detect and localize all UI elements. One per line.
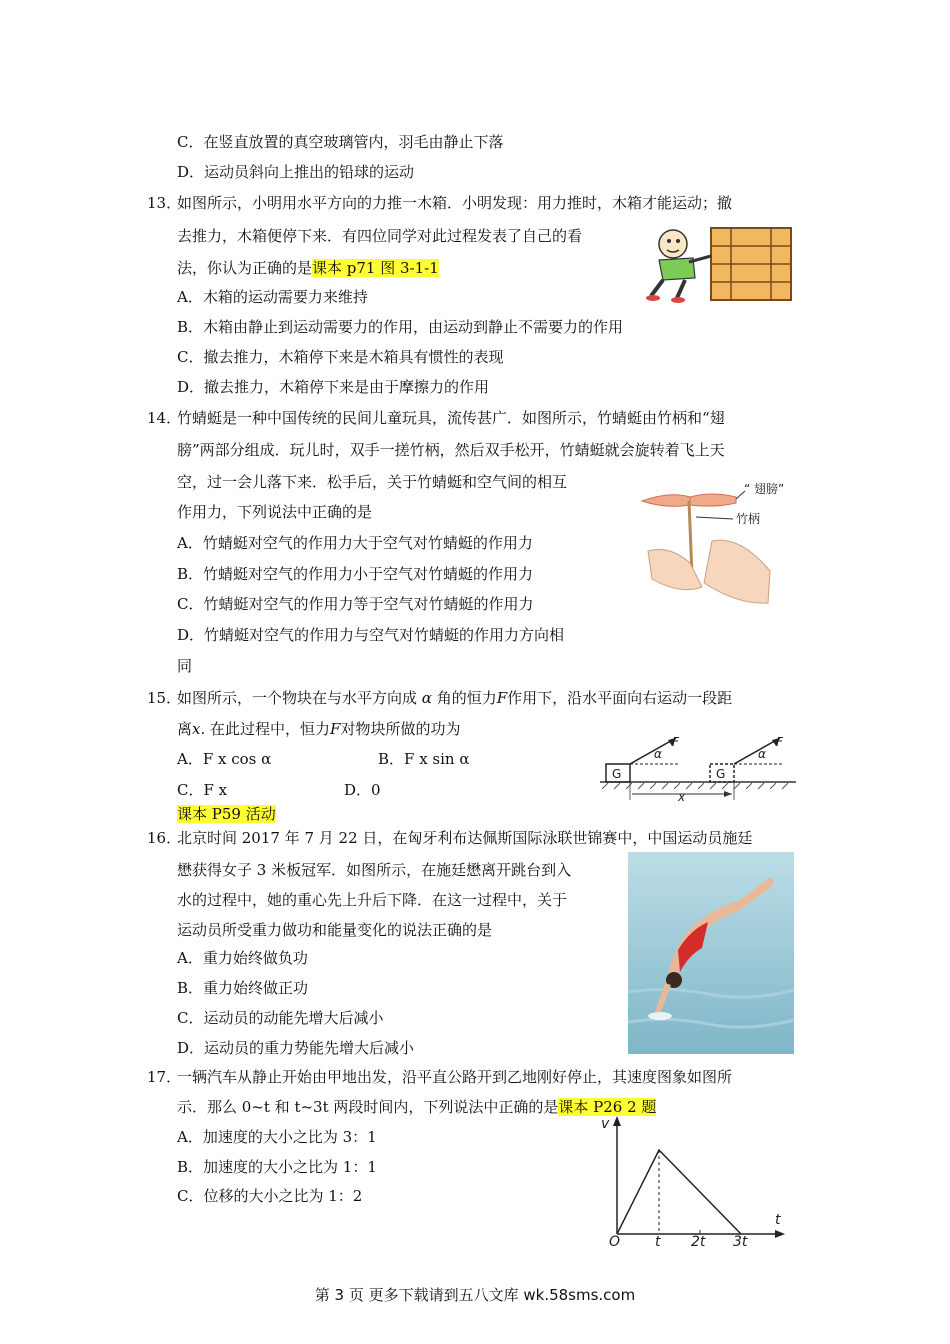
q15-label-block-2: G <box>716 767 726 781</box>
q13-stem-line2: 去推力，木箱便停下来．有四位同学对此过程发表了自己的看 <box>177 227 583 245</box>
q14-stem-line4: 作用力，下列说法中正确的是 <box>177 503 373 521</box>
q16-stem-line3: 水的过程中，她的重心先上升后下降．在这一过程中，关于 <box>177 891 568 909</box>
q13-stem-text: 法，你认为正确的是 <box>177 259 313 277</box>
q15-label-displacement: x <box>678 790 686 804</box>
q13-stem-line1: 如图所示，小明用水平方向的力推一木箱．小明发现：用力推时，木箱才能运动；撤 <box>177 194 733 212</box>
q17-stem-line2 <box>177 1097 656 1117</box>
q15-force-symbol: F <box>496 689 508 707</box>
q12-option-c: C．在竖直放置的真空玻璃管内，羽毛由静止下落 <box>177 133 504 151</box>
q16-option-c: C．运动员的动能先增大后减小 <box>177 1009 384 1027</box>
q15-ref-text: 课本 P59 活动 <box>177 805 276 823</box>
q14-stem-line1: 竹蜻蜓是一种中国传统的民间儿童玩具，流传甚广．如图所示，竹蜻蜓由竹柄和“翅 <box>177 409 725 427</box>
q17-textbook-ref: 课本 P26 2 题 <box>558 1098 657 1116</box>
q17-number: 17． <box>147 1068 182 1086</box>
q13-number: 13． <box>147 194 182 212</box>
q13-option-d: D．撤去推力，木箱停下来是由于摩擦力的作用 <box>177 378 490 396</box>
q16-figure-diver-photo <box>628 852 794 1054</box>
q13-textbook-ref: 课本 p71 图 3-1-1 <box>312 259 439 277</box>
q14-option-d-cont: 同 <box>177 657 193 675</box>
q15-line1-part-b: 角的恒力 <box>436 689 497 707</box>
q15-option-b: B．F x sin α <box>378 750 470 768</box>
q15-label-block: G <box>612 767 622 781</box>
q14-number: 14． <box>147 409 182 427</box>
page-footer: 第 3 页 更多下载请到五八文库 wk.58sms.com <box>314 1286 636 1304</box>
q15-force-symbol-2: F <box>330 720 341 738</box>
q17-label-t-axis: t <box>775 1212 781 1228</box>
q15-stem-line1 <box>177 688 732 708</box>
q17-option-b: B．加速度的大小之比为 1：1 <box>177 1158 377 1176</box>
q17-label-t3: 3t <box>733 1234 748 1250</box>
q15-figure-block-force <box>598 732 798 802</box>
q17-line2-text: 示．那么 0~t 和 t~3t 两段时间内，下列说法中正确的是 <box>177 1098 559 1116</box>
q15-label-angle-2: α <box>758 747 766 761</box>
q16-stem-line1: 北京时间 2017 年 7 月 22 日，在匈牙利布达佩斯国际泳联世锦赛中，中国运动员施廷 <box>177 829 753 847</box>
q16-option-d: D．运动员的重力势能先增大后减小 <box>177 1039 415 1057</box>
q15-textbook-ref <box>177 804 276 824</box>
q14-option-b: B．竹蜻蜓对空气的作用力小于空气对竹蜻蜓的作用力 <box>177 565 534 583</box>
q13-stem-line3 <box>177 258 439 278</box>
q17-label-origin: O <box>609 1234 621 1250</box>
q12-option-d: D．运动员斜向上推出的铅球的运动 <box>177 163 415 181</box>
q17-option-c: C．位移的大小之比为 1：2 <box>177 1187 363 1205</box>
q16-stem-line4: 运动员所受重力做功和能量变化的说法正确的是 <box>177 921 493 939</box>
q14-stem-line3: 空，过一会儿落下来．松手后，关于竹蜻蜓和空气间的相互 <box>177 473 568 491</box>
q16-number: 16． <box>147 829 182 847</box>
q15-line2-part-b: 在此过程中，恒力 <box>210 720 331 738</box>
q16-option-a: A．重力始终做负功 <box>177 949 308 967</box>
q15-alpha: α <box>421 689 432 707</box>
q15-line2-part-a: 离 <box>177 720 193 738</box>
q15-line1-part-c: 作用下，沿水平面向右运动一段距 <box>507 689 733 707</box>
q17-label-t2: 2t <box>691 1234 706 1250</box>
q14-figure-bamboo-dragonfly <box>640 475 785 610</box>
q14-label-wing: “ 翅膀” <box>744 482 785 496</box>
q13-option-c: C．撤去推力，木箱停下来是木箱具有惯性的表现 <box>177 348 504 366</box>
q14-option-d: D．竹蜻蜓对空气的作用力与空气对竹蜻蜓的作用力方向相 <box>177 626 565 644</box>
q15-line2-part-c: 对物块所做的功为 <box>340 720 461 738</box>
q13-option-b: B．木箱由静止到运动需要力的作用，由运动到静止不需要力的作用 <box>177 318 624 336</box>
q17-figure-velocity-graph <box>595 1112 795 1250</box>
q17-label-v: v <box>601 1116 610 1132</box>
q17-stem-line1: 一辆汽车从静止开始由甲地出发，沿平直公路开到乙地刚好停止，其速度图象如图所 <box>177 1068 733 1086</box>
q15-line1-part-a: 如图所示，一个物块在与水平方向成 <box>177 689 418 707</box>
q14-label-handle: 竹柄 <box>736 512 761 526</box>
q13-figure-push-box <box>645 222 795 304</box>
q16-stem-line2: 懋获得女子 3 米板冠军．如图所示，在施廷懋离开跳台到入 <box>177 861 572 879</box>
q15-label-force: F <box>672 735 679 749</box>
q14-option-c: C．竹蜻蜓对空气的作用力等于空气对竹蜻蜓的作用力 <box>177 595 534 613</box>
q15-stem-line2 <box>177 719 460 739</box>
q17-option-a: A．加速度的大小之比为 3：1 <box>177 1128 377 1146</box>
q15-x-symbol: x. <box>192 720 206 738</box>
q15-option-d: D．0 <box>344 781 381 799</box>
q15-option-c: C．F x <box>177 781 228 799</box>
q17-label-t1: t <box>655 1234 661 1250</box>
q15-number: 15． <box>147 689 182 707</box>
q15-option-a: A．F x cos α <box>177 750 272 768</box>
q14-stem-line2: 膀”两部分组成．玩儿时，双手一搓竹柄，然后双手松开，竹蜻蜓就会旋转着飞上天 <box>177 441 725 459</box>
q15-label-force-2: F <box>776 735 783 749</box>
q16-option-b: B．重力始终做正功 <box>177 979 309 997</box>
q13-option-a: A．木箱的运动需要力来维持 <box>177 288 368 306</box>
q14-option-a: A．竹蜻蜓对空气的作用力大于空气对竹蜻蜓的作用力 <box>177 534 533 552</box>
q15-label-angle: α <box>654 747 662 761</box>
